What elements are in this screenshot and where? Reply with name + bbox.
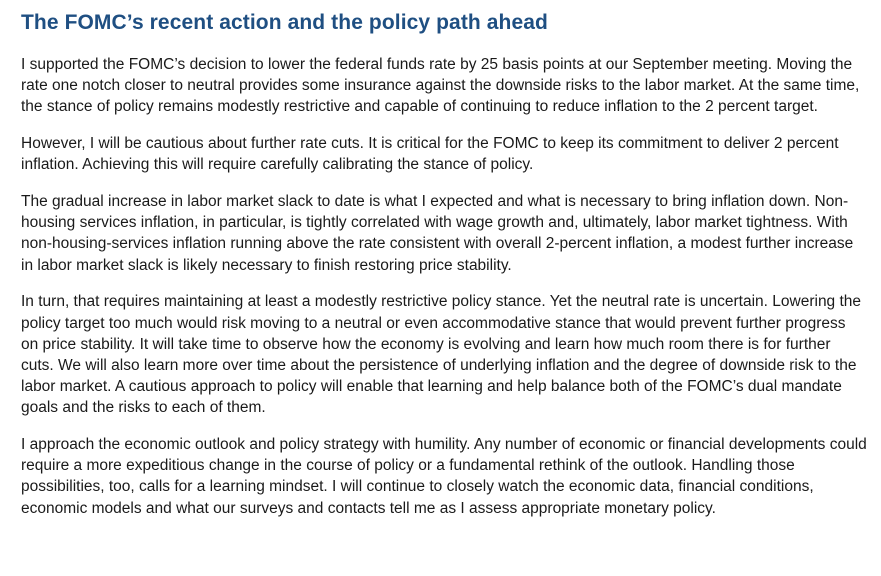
paragraph-labor-market-slack: The gradual increase in labor market slack to date is what I expected and what is necessary to bring inflation down. Non-housing services inflation, in particular, is tightly correlated with wage growth and, ultimately, labor market tightness. With non-housing-services inflation running above the rate consistent with overall 2-percent inflation, a modest further increase in labor market slack is likely necessary to finish restoring price stability. [21,193,854,274]
paragraph-caution-further-cuts: However, I will be cautious about further rate cuts. It is critical for the FOMC to keep its commitment to deliver 2 percent inflation. Achieving this will require carefully calibrating the stance of policy. [21,135,839,174]
paragraph-restrictive-stance: In turn, that requires maintaining at least a modestly restrictive policy stance. Yet the neutral rate is uncertain. Lowering the policy target too much would risk moving to a neutral or even accommodative stance that would prevent further progress on price stability. It will take time to observe how the economy is evolving and learn how much room there is for further cuts. We will also learn more over time about the persistence of underlying inflation and the degree of downside risk to the labor market. A cautious approach to policy will enable that learning and help balance both of the FOMC’s dual mandate goals and the risks to each of them. [21,293,862,417]
paragraph-humility-outlook: I approach the economic outlook and policy strategy with humility. Any number of economic or financial developments could require a more expeditious change in the course of policy or a fundamental rethink of the outlook. Handling those possibilities, too, calls for a learning mindset. I will continue to closely watch the economic data, financial conditions, economic models and what our surveys and contacts tell me as I assess appropriate monetary policy. [21,436,867,517]
section-heading: The FOMC’s recent action and the policy path ahead [21,11,548,34]
paragraph-rate-cut-decision: I supported the FOMC’s decision to lower the federal funds rate by 25 basis points at our September meeting. Moving the rate one notch closer to neutral provides some insurance against the downside risks to the labor market. At the same time, the stance of policy remains modestly restrictive and capable of continuing to reduce inflation to the 2 percent target. [21,56,860,116]
